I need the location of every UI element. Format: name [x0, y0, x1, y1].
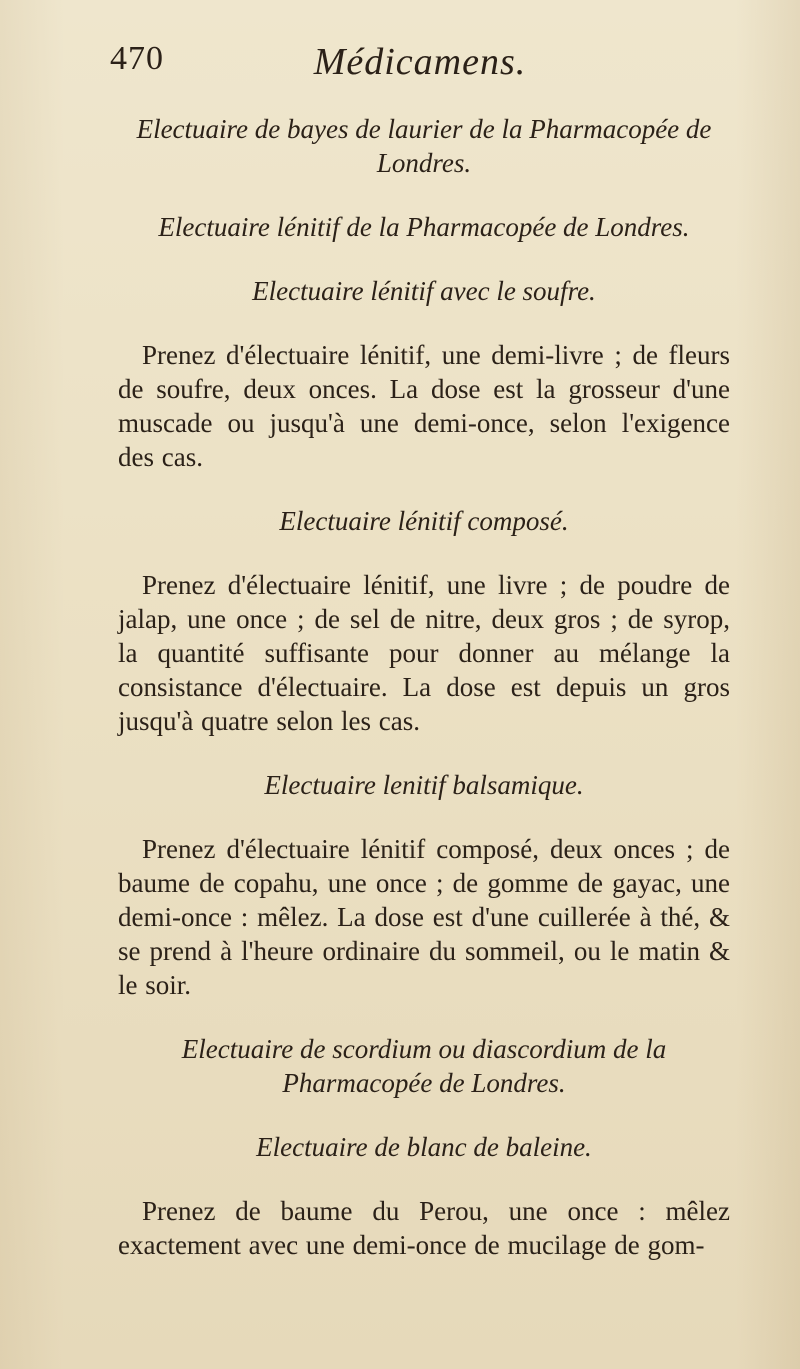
section-title-electuaire-lenitif-compose: Electuaire lénitif composé. — [279, 506, 569, 536]
page-body — [118, 112, 730, 1262]
section-title-electuaire-balsamique: Electuaire lenitif balsamique. — [264, 770, 584, 800]
recipe-paragraph-lenitif-compose: Prenez d'électuaire lénitif, une livre ; de poudre de jalap, une once ; de sel de nitre, deux gros ; de syrop, la quantité suffisante pour donner au mélange la consistance d'électuaire. La dose est depuis un gros jusqu'à quatre selon les cas. — [118, 570, 730, 736]
section-title-electuaire-lenitif-londres: Electuaire lénitif de la Pharmacopée de Londres. — [158, 212, 690, 242]
page-header — [110, 40, 730, 90]
section-title-electuaire-lenitif-soufre: Electuaire lénitif avec le soufre. — [252, 276, 596, 306]
running-head: Médicamens. — [313, 41, 527, 83]
section-title-electuaire-blanc-baleine: Electuaire de blanc de baleine. — [256, 1132, 592, 1162]
section-title-electuaire-bayes-laurier: Electuaire de bayes de laurier de la Pharmacopée de Londres. — [136, 114, 712, 178]
recipe-paragraph-lenitif-soufre: Prenez d'électuaire lénitif, une demi-livre ; de fleurs de soufre, deux onces. La dose est la grosseur d'une muscade ou jusqu'à une demi-once, selon l'exigence des cas. — [118, 340, 730, 472]
recipe-paragraph-blanc-baleine: Prenez de baume du Perou, une once : mêlez exactement avec une demi-once de mucilage de gom- — [118, 1196, 730, 1260]
recipe-paragraph-balsamique: Prenez d'électuaire lénitif composé, deux onces ; de baume de copahu, une once ; de gomme de gayac, une demi-once : mêlez. La dose est d'une cuillerée à thé, & se prend à l'heure ordinaire du sommeil, ou le matin & le soir. — [118, 834, 730, 1000]
page-number: 470 — [110, 40, 164, 77]
section-title-electuaire-scordium: Electuaire de scordium ou diascordium de la Pharmacopée de Londres. — [181, 1034, 667, 1098]
